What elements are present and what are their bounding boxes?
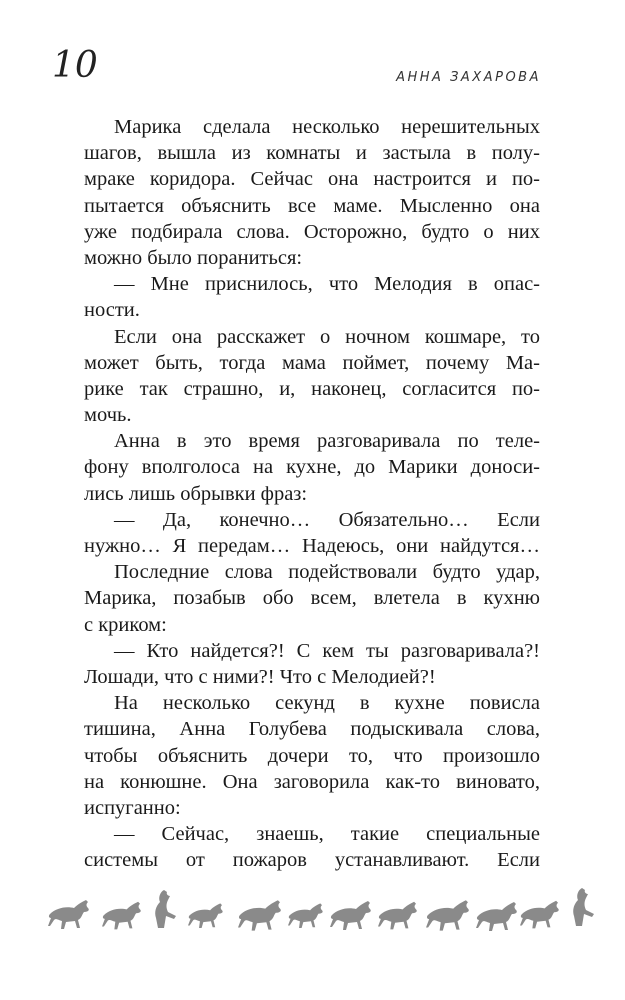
text-line: — Мне приснилось, что Мелодия в опас- — [114, 273, 540, 296]
text-line: Последние слова подействовали будто удар, — [114, 561, 540, 584]
text-line: нужно… Я передам… Надеюсь, они найдутся… — [84, 535, 540, 557]
page-number: 10 — [52, 45, 98, 86]
text-line: чтобы объяснить дочери то, что произошло — [84, 744, 540, 767]
text-line: Если она расскажет о ночном кошмаре, то — [114, 325, 540, 348]
text-line: мочь. — [84, 404, 132, 427]
text-line: системы от пожаров устанавливают. Если — [84, 849, 540, 872]
text-line: может быть, тогда мама поймет, почему Ма- — [84, 351, 540, 374]
text-line: На несколько секунд в кухне повисла — [114, 692, 540, 715]
text-line: уже подбирала слова. Осторожно, будто о них — [84, 220, 540, 243]
text-line: рике так страшно, и, наконец, согласится по- — [84, 377, 540, 400]
text-line: Лошади, что с ними?! Что с Мелодией?! — [84, 665, 436, 688]
horse-border-decoration — [48, 886, 596, 932]
text-line: ности. — [84, 299, 140, 322]
text-line: Анна в это время разговаривала по теле- — [114, 430, 540, 453]
text-line: можно было пораниться: — [84, 246, 303, 269]
text-line: фону вполголоса на кухне, до Марики доноси- — [84, 456, 540, 479]
text-line: мраке коридора. Сейчас она настроится и по- — [84, 168, 540, 191]
text-line: шагов, вышла из комнаты и застыла в полу- — [84, 142, 540, 165]
text-line: Марика сделала несколько нерешительных — [114, 116, 540, 138]
horse-silhouettes-icon — [48, 886, 596, 932]
text-line: — Кто найдется?! С кем ты разговаривала?! — [114, 639, 540, 662]
text-line: пытается объяснить все маме. Мысленно она — [84, 194, 540, 217]
text-line: на конюшне. Она заговорила как-то виновато, — [84, 770, 540, 793]
text-line: с криком: — [84, 613, 167, 636]
text-line: — Да, конечно… Обязательно… Если — [114, 508, 540, 531]
text-line: лись лишь обрывки фраз: — [84, 482, 308, 505]
text-line: — Сейчас, знаешь, такие специальные — [114, 823, 540, 846]
text-body — [84, 114, 540, 873]
text-line: испуганно: — [84, 796, 181, 819]
text-line: тишина, Анна Голубева подыскивала слова, — [84, 718, 540, 741]
running-head-author: АННА ЗАХАРОВА — [396, 70, 541, 85]
text-line: Марика, позабыв обо всем, влетела в кухню — [84, 587, 540, 610]
